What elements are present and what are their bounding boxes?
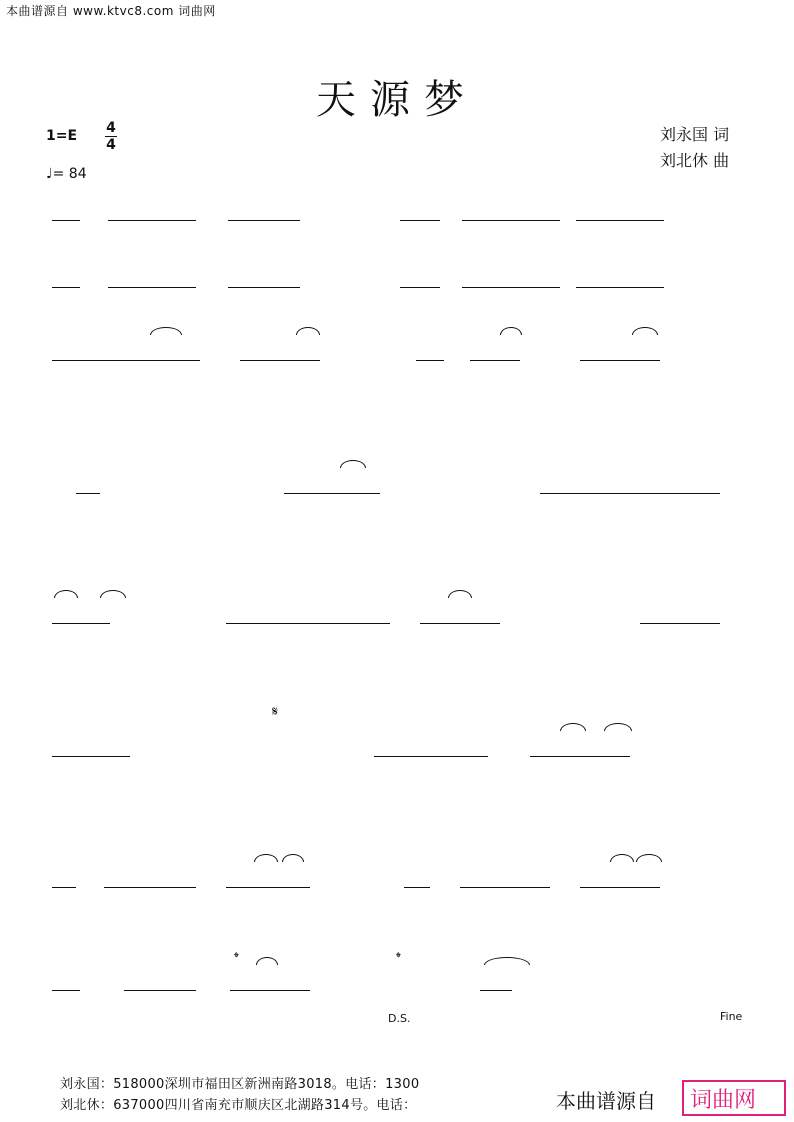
note-beam xyxy=(462,220,560,221)
note-beam xyxy=(540,493,720,494)
composer-credit: 刘北休 曲 xyxy=(660,151,730,170)
note-beam xyxy=(284,493,380,494)
music-line xyxy=(0,600,794,624)
slur-arc xyxy=(604,723,632,731)
note-beam xyxy=(580,360,660,361)
note-beam xyxy=(462,287,560,288)
note-beam xyxy=(228,220,300,221)
note-beam xyxy=(404,887,430,888)
note-beam xyxy=(400,220,440,221)
slur-arc xyxy=(256,957,278,965)
music-line xyxy=(0,197,794,221)
tempo-value: = 84 xyxy=(52,166,87,182)
note-beam xyxy=(52,887,76,888)
note-beam xyxy=(470,360,520,361)
music-line xyxy=(0,264,794,288)
slur-arc xyxy=(54,590,78,598)
lyricist-credit: 刘永国 词 xyxy=(660,125,730,144)
note-beam xyxy=(52,756,130,757)
music-line xyxy=(0,733,794,757)
quarter-note-icon: ♩ xyxy=(46,166,53,182)
lyric-line-verse-1 xyxy=(0,631,794,655)
note-beam xyxy=(76,493,100,494)
note-beam xyxy=(104,887,196,888)
slur-arc xyxy=(484,957,530,965)
note-beam xyxy=(52,990,80,991)
time-signature-bottom: 4 xyxy=(106,137,116,153)
header-source-text: 本曲谱源自 www.ktvc8.com 词曲网 xyxy=(6,4,216,18)
ds-marking: D.S. xyxy=(388,1012,411,1025)
time-signature-top: 4 xyxy=(106,120,116,136)
fine-marking: Fine xyxy=(720,1010,743,1023)
note-beam xyxy=(52,220,80,221)
note-beam xyxy=(108,287,196,288)
page-title: 天源梦 xyxy=(316,77,478,123)
note-beam xyxy=(226,887,310,888)
note-beam xyxy=(530,756,630,757)
lyric-line-verse-1 xyxy=(0,764,794,788)
note-beam xyxy=(580,887,660,888)
key-signature: 1=E xyxy=(46,128,78,144)
slur-arc xyxy=(632,327,658,335)
music-line xyxy=(0,967,794,991)
footer-contact-lyricist: 刘永国：518000深圳市福田区新洲南路3018。电话：1300 xyxy=(60,1077,420,1092)
slur-arc xyxy=(100,590,126,598)
note-beam xyxy=(420,623,500,624)
music-line xyxy=(0,337,794,361)
music-line xyxy=(0,470,794,494)
footer-contact-composer: 刘北休：637000四川省南充市顺庆区北湖路314号。电话： xyxy=(60,1098,417,1113)
slur-arc xyxy=(560,723,586,731)
note-beam xyxy=(576,220,664,221)
time-signature xyxy=(104,120,118,153)
slur-arc xyxy=(340,460,366,468)
slur-arc xyxy=(610,854,634,862)
note-beam xyxy=(480,990,512,991)
slur-arc xyxy=(448,590,472,598)
slur-arc xyxy=(636,854,662,862)
note-beam xyxy=(52,287,80,288)
lyric-line-verse-2 xyxy=(0,796,794,820)
tempo-marking xyxy=(46,166,87,182)
lyric-line-verse-2 xyxy=(0,535,794,559)
slur-arc xyxy=(254,854,278,862)
note-beam xyxy=(576,287,664,288)
note-beam xyxy=(400,287,440,288)
slur-arc xyxy=(296,327,320,335)
note-beam xyxy=(416,360,444,361)
slur-arc xyxy=(500,327,522,335)
watermark-right: 词曲网 xyxy=(690,1088,757,1113)
note-beam xyxy=(52,360,200,361)
note-beam xyxy=(640,623,720,624)
segno-icon: 𝄋 xyxy=(272,704,279,720)
slur-arc xyxy=(282,854,304,862)
lyric-line-verse-1 xyxy=(0,897,794,921)
note-beam xyxy=(52,623,110,624)
note-beam xyxy=(226,623,390,624)
lyric-line-verse-2 xyxy=(0,399,794,423)
slur-arc xyxy=(150,327,182,335)
note-beam xyxy=(124,990,196,991)
note-beam xyxy=(460,887,550,888)
note-beam xyxy=(240,360,320,361)
coda-icon: 𝄌 xyxy=(234,950,239,966)
note-beam xyxy=(230,990,310,991)
lyric-line-verse-1 xyxy=(0,367,794,391)
note-beam xyxy=(108,220,196,221)
lyric-line-verse-1 xyxy=(0,503,794,527)
lyric-line-verse-2 xyxy=(0,662,794,686)
note-beam xyxy=(374,756,488,757)
coda-icon: 𝄌 xyxy=(396,950,401,966)
music-line xyxy=(0,864,794,888)
note-beam xyxy=(228,287,300,288)
watermark-left: 本曲谱源自 xyxy=(556,1089,656,1113)
